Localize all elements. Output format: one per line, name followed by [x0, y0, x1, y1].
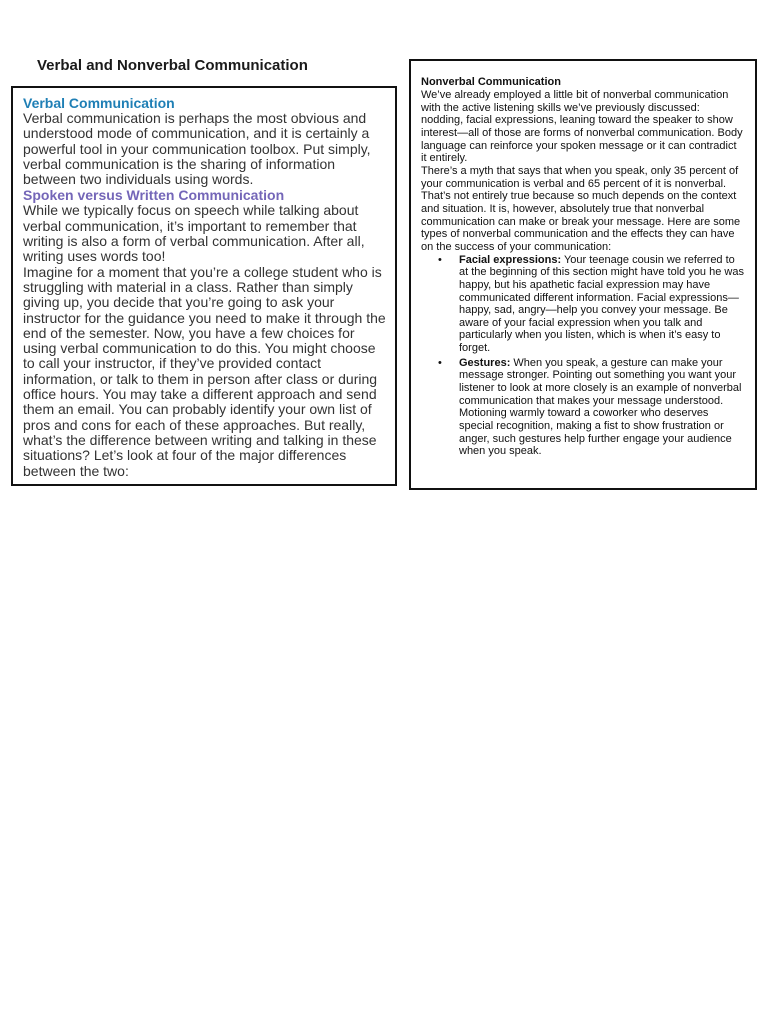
nonverbal-myth-paragraph: There’s a myth that says that when you speak, only 35 percent of your communication is verbal and 65 percent of it is nonverbal. That’s not entirely true because so much depends on the context and situation. It is, however, absolutely true that nonverbal communication can make or break your message. Here are some types of nonverbal communication and the effects they can have on the success of your communication: [421, 164, 741, 253]
verbal-communication-box [11, 86, 397, 486]
verbal-communication-heading: Verbal Communication [23, 95, 175, 111]
spoken-vs-written-heading: Spoken versus Written Communication [23, 187, 285, 204]
list-item-term: Facial expressions: [459, 253, 562, 266]
bullet-icon: • [438, 253, 442, 266]
nonverbal-intro-paragraph: We’ve already employed a little bit of nonverbal communication with the active listening skills we’ve previously discussed: nodding, facial expressions, leaning toward the speaker to show interest—all of those are forms of nonverbal communication. Body language can reinforce your spoken message or it can contradict it entirely. [421, 89, 743, 165]
list-item-term: Gestures: [459, 356, 511, 369]
document-title: Verbal and Nonverbal Communication [37, 57, 308, 74]
list-item-gestures [438, 356, 745, 458]
nonverbal-types-list [421, 254, 745, 459]
list-item-facial-expressions [438, 253, 745, 355]
college-student-paragraph: Imagine for a moment that you’re a college student who is struggling with material in a class. Rather than simply giving up, you decide that you’re going to ask your instructor for the guidance you need to make it through the end of the semester. Now, you have a few choices for using verbal communication to do this. You might choose to call your instructor, if they’ve provided contact information, or talk to them in person after class or during office hours. You may take a different approach and send them an email. You can probably identify your own list of pros and cons for each of these approaches. But really, what’s the difference between writing and talking in these situations? Let’s look at four of the major differences between the two: [23, 263, 386, 479]
nonverbal-communication-box [409, 59, 757, 490]
list-item-text: Your teenage cousin we referred to at the beginning of this section might have told you he was happy, but his apathetic facial expression may have communicated different information. Facial expressions—happy, sad, angry—help you convey your message. Be aware of your facial expression when you talk and particularly when you listen, which is when it’s easy to forget. [459, 253, 744, 355]
list-item-text: When you speak, a gesture can make your message stronger. Pointing out something you want your listener to look at more closely is an example of nonverbal communication that makes your message understood. Motioning warmly toward a coworker who deserves special recognition, making a fist to show frustration or anger, such gestures help further engage your audience when you speak. [459, 356, 742, 458]
bullet-icon: • [438, 356, 442, 369]
spoken-vs-written-paragraph: While we typically focus on speech while talking about verbal communication, it’s important to remember that writing is also a form of verbal communication. After all, writing uses words too! [23, 202, 365, 265]
nonverbal-communication-heading: Nonverbal Communication [421, 76, 561, 88]
verbal-communication-paragraph: Verbal communication is perhaps the most obvious and understood mode of communication, and it is certainly a powerful tool in your communication toolbox. Put simply, verbal communication is the sharing of information between two individuals using words. [23, 110, 371, 188]
